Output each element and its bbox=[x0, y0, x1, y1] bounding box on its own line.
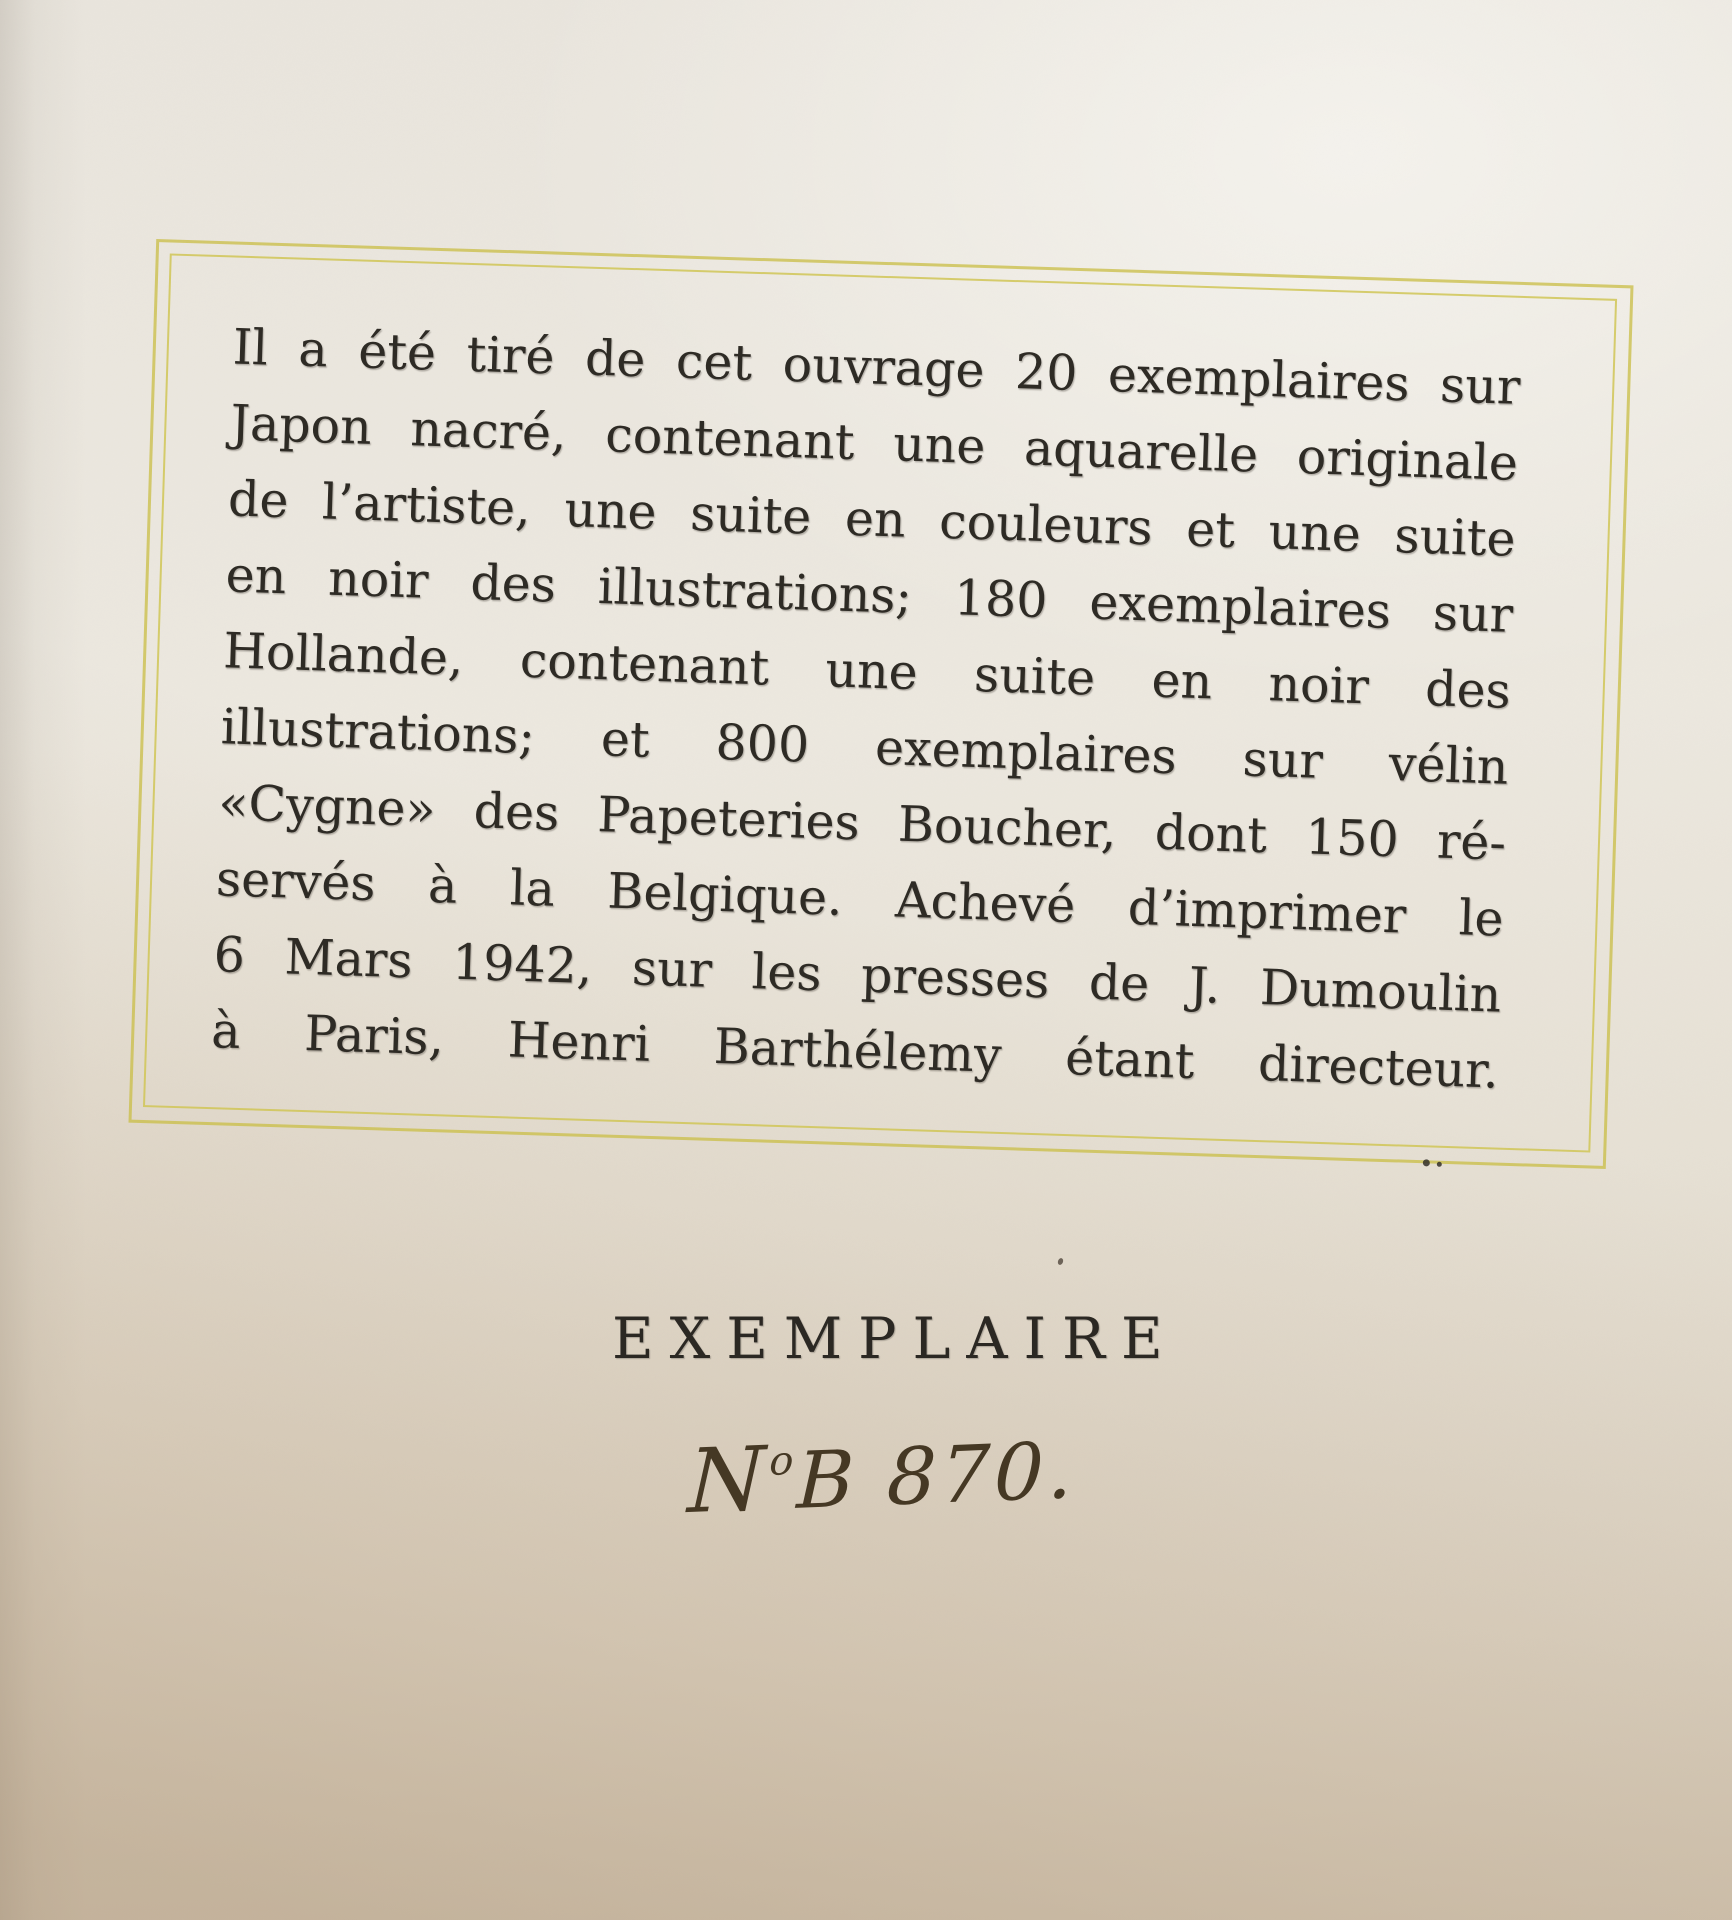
copy-number-prefix: N bbox=[686, 1426, 771, 1534]
colophon-line: illustrations; et 800 exemplaires sur vélin bbox=[220, 698, 1510, 796]
colophon-line: 6 Mars 1942, sur les presses de J. Dumoulin bbox=[212, 926, 1503, 1024]
colophon-line: Hollande, contenant une suite en noir des bbox=[222, 622, 1512, 720]
colophon-line: servés à la Belgique. Achevé d’imprimer le bbox=[215, 850, 1505, 948]
colophon-line: Il a été tiré de cet ouvrage 20 exemplaires sur bbox=[231, 318, 1522, 416]
colophon-line: «Cygne» des Papeteries Boucher, dont 150 ré- bbox=[217, 774, 1507, 872]
exemplaire-heading: EXEMPLAIRE bbox=[612, 1306, 1179, 1372]
colophon-line: de l’artiste, une suite en couleurs et une suite bbox=[227, 470, 1517, 568]
copy-number-value: B 870. bbox=[795, 1425, 1078, 1527]
colophon-text-block bbox=[210, 309, 1521, 1109]
ink-dots-on-frame bbox=[1423, 1159, 1430, 1166]
handwritten-copy-number bbox=[686, 1415, 1078, 1533]
colophon-line: Japon nacré, contenant une aquarelle originale bbox=[229, 394, 1519, 492]
copy-number-superscript: o bbox=[768, 1437, 795, 1485]
limitation-frame-inner-rule bbox=[143, 253, 1617, 1152]
colophon-line: à Paris, Henri Barthélemy étant directeur. bbox=[210, 1002, 1500, 1100]
paper-speck bbox=[1057, 1257, 1064, 1265]
limitation-frame-outer-rule bbox=[128, 239, 1633, 1169]
colophon-line: en noir des illustrations; 180 exemplaires sur bbox=[224, 546, 1514, 644]
